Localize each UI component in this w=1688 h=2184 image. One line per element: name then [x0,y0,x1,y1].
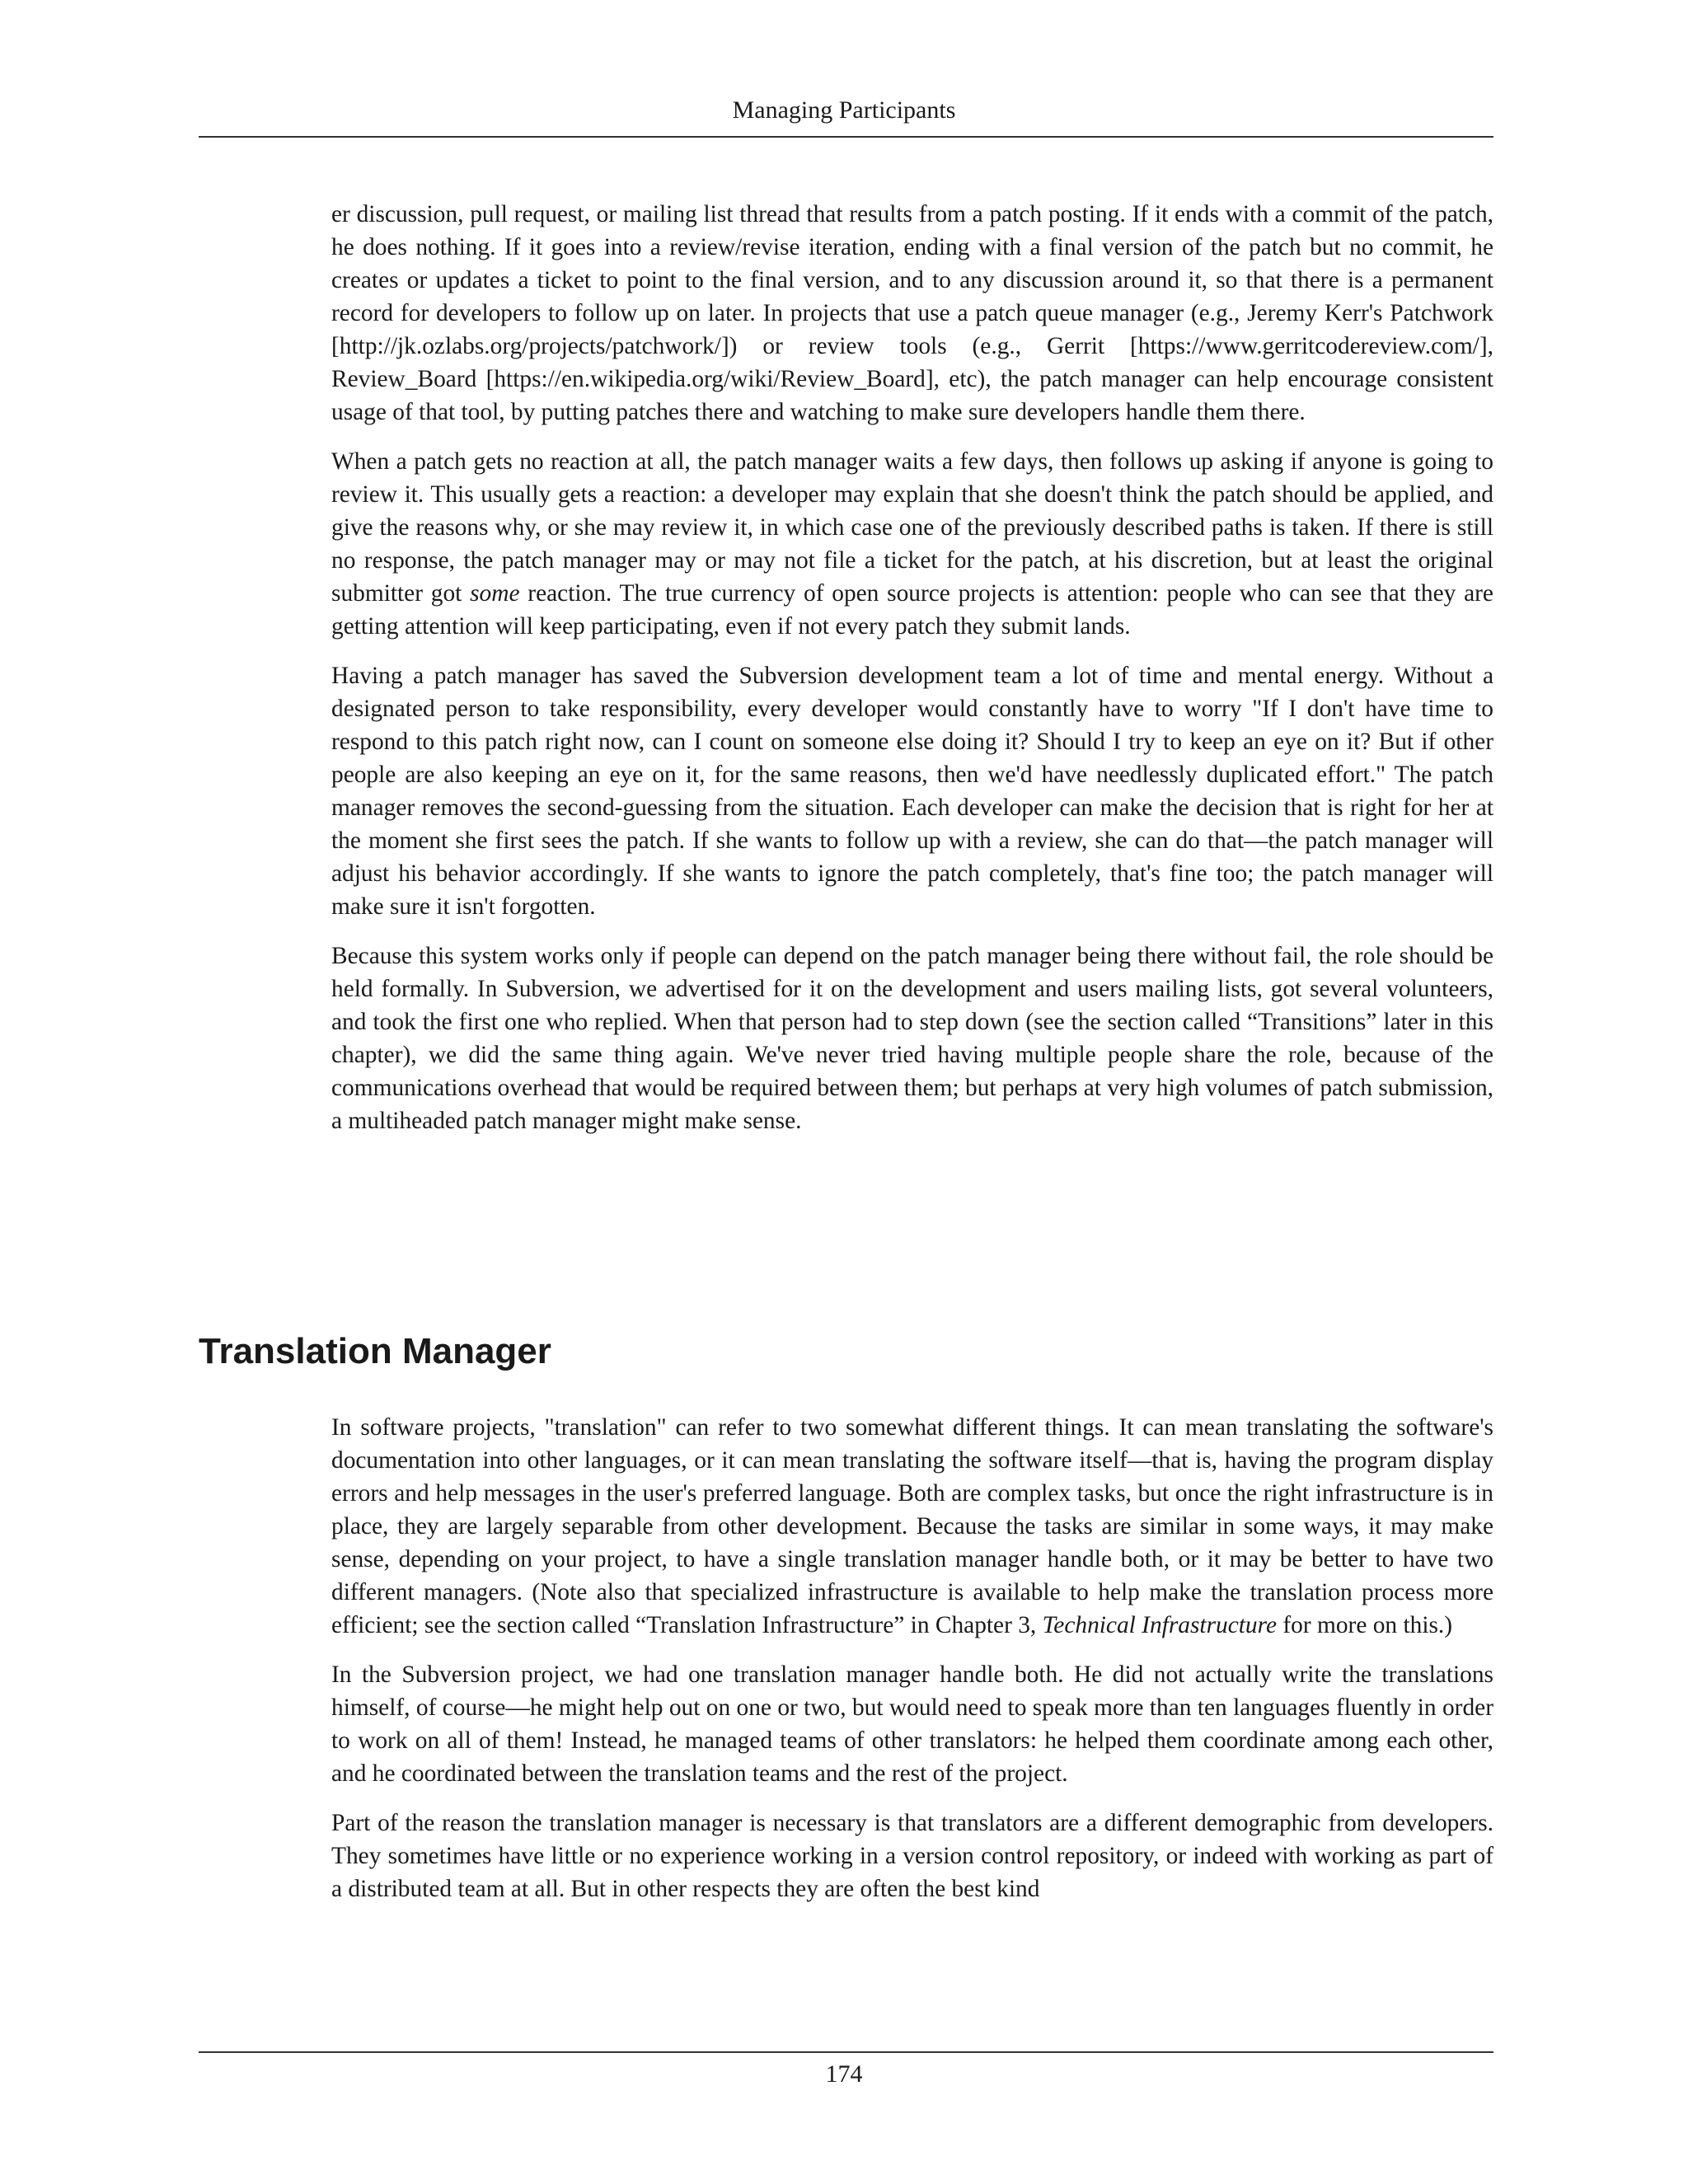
page-number: 174 [825,2060,863,2088]
paragraph: Part of the reason the translation manager is necessary is that translators are a different demographic from developers. They sometimes have little or no experience working in a version control repository, or indeed with working as part of a distributed team at all. But in other respects they are often the best kind [331,1810,1493,1902]
paragraph: In the Subversion project, we had one translation manager handle both. He did not actually write the translations himself, of course—he might help out on one or two, but would need to speak more than ten languages fluently in order to work on all of them! Instead, he managed teams of other translators: he helped them coordinate among each other, and he coordinated between the translation teams and the rest of the project. [331,1661,1493,1787]
paragraph-text: reaction. The true currency of open source projects is attention: people who can see that they are getting attention will keep participating, even if not every patch they submit lands. [331,580,1493,640]
paragraph-text: In software projects, "translation" can refer to two somewhat different things. It can mean translating the software's documentation into other languages, or it can mean translating the software itself—that is, having the program display errors and help messages in the user's preferred language. Both are complex tasks, but once the right infrastructure is in place, they are largely separable from other development. Because the tasks are similar in some ways, it may make sense, depending on your project, to have a single translation manager handle both, or it may be better to have two different managers. (Note also that specialized infrastructure is available to help make the translation process more efficient; see the section called “Translation Infrastructure” in Chapter 3, [331,1414,1493,1638]
header-rule [199,136,1493,138]
paragraph: Having a patch manager has saved the Subversion development team a lot of time and mental energy. Without a designated person to take responsibility, every developer would constantly have to worry "If I don't have time to respond to this patch right now, can I count on someone else doing it? Should I try to keep an eye on it? But if other people are also keeping an eye on it, for the same reasons, then we'd have needlessly duplicated effort." The patch manager removes the second-guessing from the situation. Each developer can make the decision that is right for her at the moment she first sees the patch. If she wants to follow up with a review, she can do that—the patch manager will adjust his behavior accordingly. If she wants to ignore the patch completely, that's fine too; the patch manager will make sure it isn't forgotten. [331,663,1493,920]
emphasis-text: some [470,580,520,607]
paragraph [331,445,1493,643]
emphasis-text: Technical Infrastructure [1042,1612,1278,1638]
paragraph: er discussion, pull request, or mailing list thread that results from a patch posting. If it ends with a commit of the patch, he does nothing. If it goes into a review/revise iteration, ending with a final version of the patch but no commit, he creates or updates a ticket to point to the final version, and to any discussion around it, so that there is a permanent record for developers to follow up on later. In projects that use a patch queue manager (e.g., Jeremy Kerr's Patchwork [http://jk.ozlabs.org/projects/patchwork/]) or review tools (e.g., Gerrit [https://www.gerritcodereview.com/], Review_Board [https://en.wikipedia.org/wiki/Review_Board], etc), the patch manager can help encourage consistent usage of that tool, by putting patches there and watching to make sure developers handle them there. [331,201,1493,425]
paragraph [331,1411,1493,1642]
running-header: Managing Participants [732,96,956,124]
translation-manager-section [331,1411,1493,1905]
paragraph-text: for more on this.) [1277,1612,1453,1638]
paragraph-text: When a patch gets no reaction at all, the patch manager waits a few days, then follows up asking if anyone is going to review it. This usually gets a reaction: a developer may explain that she doesn't think the patch should be applied, and give the reasons why, or she may review it, in which case one of the previously described paths is taken. If there is still no response, the patch manager may or may not file a ticket for the patch, at his discretion, but at least the original submitter got [331,448,1493,607]
footer-rule [199,2051,1493,2053]
patch-manager-section [331,198,1493,1137]
section-heading: Translation Manager [199,1331,551,1371]
paragraph: Because this system works only if people can depend on the patch manager being there without fail, the role should be held formally. In Subversion, we advertised for it on the development and users mailing lists, got several volunteers, and took the first one who replied. When that person had to step down (see the section called “Transitions” later in this chapter), we did the same thing again. We've never tried having multiple people share the role, because of the communications overhead that would be required between them; but perhaps at very high volumes of patch submission, a multiheaded patch manager might make sense. [331,943,1493,1134]
